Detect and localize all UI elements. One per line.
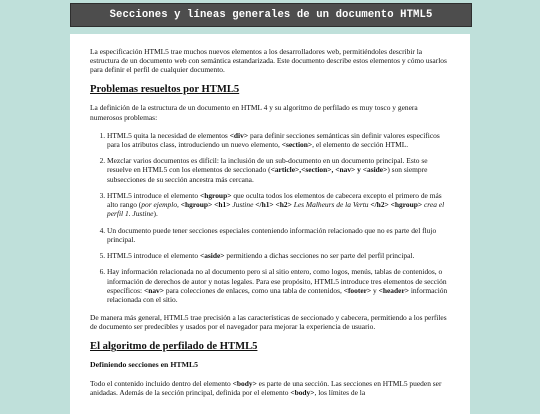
list-item: 1. HTML5 quita la necesidad de elementos <div> para definir secciones semánticas sin definir valores específicos para los atributos class, introduciendo un nuevo elemento, <section>, el elemento de sección HTML. xyxy=(107,131,450,149)
list-item: 4. Un documento puede tener secciones especiales conteniendo información relacionado que no es parte del flujo principal. xyxy=(107,226,450,244)
list-item: 5. HTML5 introduce el elemento <aside> permitiendo a dichas secciones no ser parte del perfil principal. xyxy=(107,251,450,260)
intro-paragraph: La especificación HTML5 trae muchos nuevos elementos a los desarrolladores web, permitiéndoles describir la estructura de un documento web con semántica estandarizada. Este documento describe estos elementos y cómo usarlos para definir el perfil de cualquier documento. xyxy=(90,47,447,75)
page-header xyxy=(70,3,472,27)
list-item: 6. Hay información relacionada no al documento pero si al sitio entero, como logos, menús, tablas de contenidos, o información de derechos de autor y notas legales. Para ese propósito, HTML5 introduce tres elementos de sección específicos: <nav> para colecciones de enlaces, como una tabla de contenidos, <footer> y <header> información relacionada con el sitio. xyxy=(107,267,450,304)
problems-lead-paragraph: La definición de la estructura de un documento en HTML 4 y su algoritmo de perfilado es muy tosco y genera numerosos problemas: xyxy=(90,103,418,122)
section-heading-algorithm: El algoritmo de perfilado de HTML5 xyxy=(90,341,258,353)
document-content xyxy=(70,34,470,414)
defining-sections-paragraph: Todo el contenido incluido dentro del elemento <body> es parte de una sección. Las secciones en HTML5 pueden ser anidadas. Además de la sección principal, definida por el elemento <body>, los límites de la xyxy=(90,378,442,398)
problems-closing-paragraph: De manera más general, HTML5 trae precisión a las características de seccionado y cabecera, permitiendo a los perfiles de documento ser predecibles y usados por el navegador para mejorar la experiencia de usuario. xyxy=(90,313,447,332)
list-item: 2. Mezclar varios documentos es difícil: la inclusión de un sub-documento en un documento principal. Esto se resuelve en HTML5 con los elementos de seccionado (<article>,<section>, <nav> y <aside>) son siempre subsecciones de su sección ancestra más cercana. xyxy=(107,156,450,183)
page-title: Secciones y líneas generales de un documento HTML5 xyxy=(109,9,433,21)
section-heading-problems: Problemas resueltos por HTML5 xyxy=(90,84,240,96)
problems-list xyxy=(90,131,450,304)
subsection-heading-defining-sections: Definiendo secciones en HTML5 xyxy=(90,360,199,370)
list-item: 3. HTML5 introduce el elemento <hgroup> que oculta todos los elementos de cabecera excepto el primero de más alto rango (por ejemplo, <hgroup> <h1> Justine </h1> <h2> Les Malheurs de la Vertu </h2> <hgroup> crea el perfil 1. Justine). xyxy=(107,191,450,218)
